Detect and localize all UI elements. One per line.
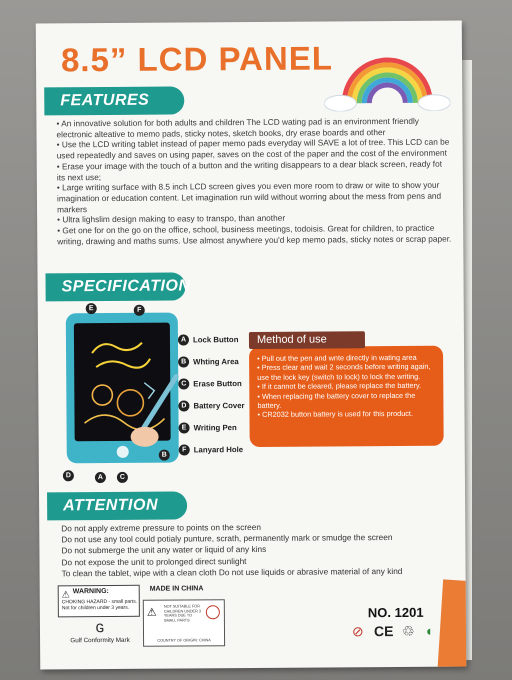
age-warning-label <box>143 599 225 647</box>
certification-icons <box>352 623 462 646</box>
method-step: • If it cannot be cleared, please replace the battery. <box>257 381 422 392</box>
legend-label: Erase Button <box>193 379 242 389</box>
feature-item: • Erase your image with the touch of a button and the writing disappears to a dear black screen, ready fot its next use; <box>56 158 443 182</box>
features-list <box>56 116 452 247</box>
feature-item: • Get one for on the go on the office, school, business meetings, todoisis. Great for children, to practice writing, drawing and maths sums. Use almost anywhere you'd kep memo pads, sticky notes or scrap paper. <box>57 222 452 247</box>
rainbow-icon <box>324 51 450 112</box>
attention-item: Do not apply extreme pressure to points on the screen <box>61 521 262 534</box>
attention-item: Do not expose the unit to prolonged direct sunlight <box>61 555 247 567</box>
legend-label: Battery Cover <box>193 401 245 411</box>
legend-label: Lock Button <box>192 335 239 345</box>
page-title: 8.5” LCD PANEL <box>60 39 334 79</box>
marker-a: A <box>95 472 106 483</box>
legend-letter: F <box>179 444 190 455</box>
gulf-mark-icon: ɢ <box>95 619 105 637</box>
legend-label: Lanyard Hole <box>193 445 244 455</box>
marker-e: E <box>86 303 97 314</box>
gulf-conformity-mark <box>60 619 140 645</box>
model-number: NO. 1201 <box>367 604 424 621</box>
product-box <box>36 21 466 670</box>
feature-item: • Ultra lighslim design making to easy to transpo, than another <box>57 213 286 225</box>
warning-triangle-icon: ⚠ <box>146 606 157 619</box>
attention-item: To clean the tablet, wipe with a clean cloth Do not use liquids or abrasive material of any kind <box>61 565 403 579</box>
features-banner: FEATURES <box>44 86 184 115</box>
no-small-parts-icon <box>206 605 220 619</box>
marker-f: F <box>134 305 145 316</box>
legend-letter: A <box>178 334 189 345</box>
attention-item: Do not use any tool could potialy punture, scrath, permanently mark or smudge the screen <box>61 532 393 545</box>
legend-label: Writing Pen <box>193 423 237 433</box>
warning-text: CHOKING HAZARD - small parts. Not for children under 3 years. <box>61 598 138 612</box>
choking-warning-label <box>58 585 140 618</box>
feature-item: • Use the LCD writing tablet instead of paper memo pads everyday will SAVE a lot of tree. This LCD can be used repeatedly and saves on using paper, saves on the cost of the paper and the cost of the environment <box>56 137 450 161</box>
writing-pen-icon <box>122 372 183 452</box>
no-symbol-icon: ⊘ <box>351 623 364 640</box>
marker-d: D <box>63 470 74 481</box>
spec-legend <box>178 334 259 467</box>
warning-title: WARNING: <box>72 587 109 596</box>
legend-letter: B <box>178 356 189 367</box>
legend-item <box>178 378 258 401</box>
recycle-icon: ♲ <box>401 622 415 639</box>
age-warning-text: NOT SUITABLE FOR CHILDREN UNDER 3 YEARS DUE TO SMALL PARTS <box>163 604 202 623</box>
specification-banner: SPECIFICATION <box>45 272 185 301</box>
method-step: • When replacing the battery cover to replace the battery. <box>257 390 416 410</box>
feature-item: • An innovative solution for both adults and children The LCD wating pad is an environment friendly electronic alteative to memo pads, sticky notes, sketch books, dry erase boards and other <box>56 115 419 140</box>
method-step: • Press clear and wait 2 seconds before writing again, use the lock key (switch to lock) to lock the writing. <box>257 362 431 382</box>
ce-icon: CE <box>373 623 394 640</box>
legend-item <box>178 400 258 423</box>
attention-item: Do not submerge the unit any water or liquid of any kins <box>61 544 267 556</box>
green-dot-icon: ◐ <box>425 622 435 639</box>
method-step: • Pull out the pen and wnte directly in wating area <box>257 352 417 363</box>
legend-label: Whting Area <box>193 357 239 367</box>
marker-c: C <box>117 472 128 483</box>
feature-item: • Large writing surface with 8.5 inch LCD screen gives you even more room to draw or wite to show your imagination or education content. Let imagination run wild without worring about the mess from pens and markers <box>56 179 442 214</box>
method-of-use-steps <box>257 353 439 420</box>
made-in-label: MADE IN CHINA <box>149 585 204 593</box>
gulf-mark-label: Gulf Conformity Mark <box>70 636 130 645</box>
method-step: • CR2032 button battery is used for this product. <box>257 409 413 420</box>
attention-list <box>61 521 456 580</box>
method-of-use-title: Method of use <box>249 331 365 349</box>
legend-item <box>179 444 259 467</box>
legend-letter: E <box>179 422 190 433</box>
warning-triangle-icon: ⚠ <box>61 589 70 600</box>
legend-item <box>178 334 258 357</box>
legend-letter: D <box>178 400 189 411</box>
legend-item <box>179 422 259 445</box>
legend-letter: C <box>178 378 189 389</box>
legend-item <box>178 356 258 379</box>
marker-b: B <box>159 450 170 461</box>
country-of-origin: COUNTRY OF ORIGIN: CHINA <box>157 638 211 643</box>
attention-banner: ATTENTION <box>47 491 187 520</box>
